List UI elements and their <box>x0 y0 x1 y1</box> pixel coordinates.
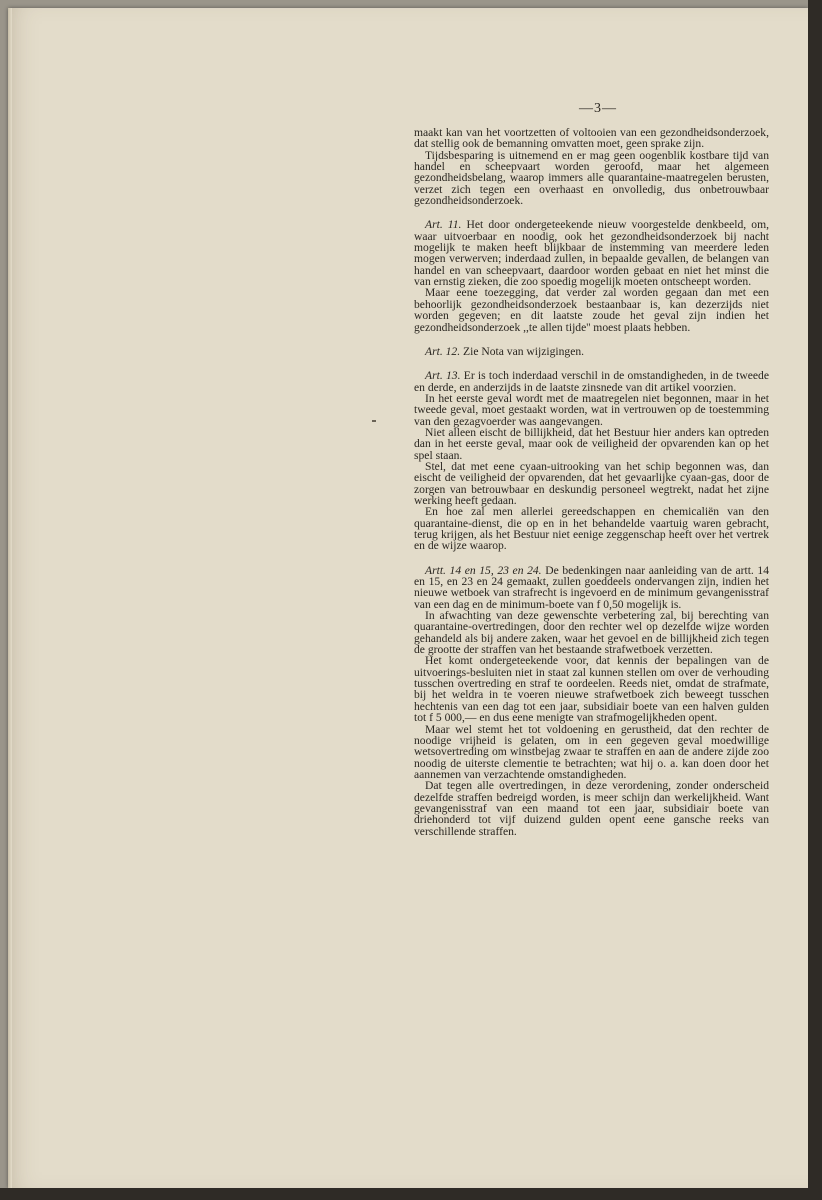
paragraph: Stel, dat met eene cyaan-uitrooking van het schip begonnen was, dan eischt de veiligheid der opvarenden, dat het gevaarlijke cyaan-gas, door de zorgen van betrouwbaar en deskundig personeel wegtrekt, nadat het zijne werking heeft gedaan. <box>414 459 769 507</box>
article-label: Art. 13. <box>425 369 461 383</box>
page-fold-shadow <box>8 8 12 1188</box>
paragraph: Tijdsbesparing is uitnemend en er mag geen oogenblik kostbare tijd van handel en scheepvaart worden geroofd, maar het algemeen gezondheidsbelang, waarop immers alle quarantaine-maatregelen berusten, verzet zich tegen een overhaast en onvolledig, dus onbetrouwbaar gezondheidsonderzoek. <box>414 148 769 208</box>
page-number: —3— <box>579 101 617 116</box>
article-label: Art. 12. <box>425 344 461 358</box>
paragraph-text: Het door ondergeteekende nieuw voorgestelde denkbeeld, om, waar uitvoerbaar en noodig, ook het gezondheidsonderzoek bij nacht mogelijk te maken heeft blijkbaar de instemming van meerdere leden mogen verwerven; inderdaad zullen, in bepaalde gevallen, de belangen van handel en van scheepvaart, daardoor worden gebaat en niet het minst die van ernstig zieken, die zoo spoedig mogelijk moeten ontscheept worden. <box>414 218 769 289</box>
paragraph: Het komt ondergeteekende voor, dat kennis der bepalingen van de uitvoerings-besluiten niet in staat zal kunnen stellen om over de verhouding tusschen overtreding en straf te oordeelen. Reeds niet, omdat de strafmate, bij het weldra in te voeren nieuwe strafwetboek zich beweegt tusschen hechtenis van een dag tot een jaar, subsidiair boete van een halven gulden tot f 5 000,— en dus eene menigte van strafmogelijkheden opent. <box>414 654 769 725</box>
article-label: Artt. 14 en 15, 23 en 24. <box>425 563 542 577</box>
paragraph-text: De bedenkingen naar aanleiding van de artt. 14 en 15, en 23 en 24 gemaakt, zullen goeddeels ondervangen zijn, indien het nieuwe wetboek van strafrecht is ingevoerd en de minimum gevangenisstraf van een dag en de minimum-boete van f 0,50 mogelijk is. <box>414 563 770 611</box>
paragraph: Dat tegen alle overtredingen, in deze verordening, zonder onderscheid dezelfde straffen bedreigd worden, is meer schijn dan werkelijkheid. Want gevangenisstraf van een maand tot een jaar, subsidiair boete van driehonderd tot vijf duizend gulden opent eene gansche reeks van verschillende straffen. <box>414 779 769 838</box>
paragraph: maakt kan van het voortzetten of voltooien van een gezondheidsonderzoek, dat stellig ook de bemanning omvatten moet, geen sprake zijn. <box>414 126 769 151</box>
paragraph: Niet alleen eischt de billijkheid, dat het Bestuur hier anders kan optreden dan in het eerste geval, maar ook de veiligheid der opvarenden kan op het spel staan. <box>414 425 769 462</box>
article-paragraph <box>414 370 769 393</box>
paragraph-text: Er is toch inderdaad verschil in de omstandigheden, in de tweede en derde, en anderzijds in de laatste zinsnede van dit artikel voorzien. <box>414 369 769 394</box>
article-label: Art. 11. <box>425 218 462 232</box>
paragraph: Maar wel stemt het tot voldoening en gerustheid, dat den rechter de noodige vrijheid is gelaten, om in een gegeven geval moedwillige wetsovertreding om winstbejag zwaar te straffen en aan de andere zijde zoo noodig de uiterste clementie te betrachten; wat hij o. a. kan doen door het aannemen van verzachtende omstandigheden. <box>414 722 769 781</box>
paragraph: Maar eene toezegging, dat verder zal worden gegaan dan met een behoorlijk gezondheidsonderzoek bestaanbaar is, kan dezerzijds niet worden gegeven; en dit laatste zoude het geval zijn indien het gezondheidsonderzoek ,,te allen tijde'' moest plaats hebben. <box>414 286 769 334</box>
paragraph: In het eerste geval wordt met de maatregelen niet begonnen, maar in het tweede geval, moet gestaakt worden, wat in vertrouwen op de toestemming van den gezagvoerder was aangevangen. <box>414 391 769 428</box>
scan-border-bottom <box>0 1188 822 1200</box>
paragraph: In afwachting van deze gewenschte verbetering zal, bij berechting van quarantaine-overtredingen, door den rechter wel op dezelfde wijze worden gehandeld als bij andere zaken, waar het gevoel en de billijkheid zich tegen de grootte der straffen van het bestaande strafwetboek verzetten. <box>414 609 769 657</box>
article-paragraph <box>414 565 769 610</box>
scan-border-right <box>808 0 822 1200</box>
margin-mark <box>372 420 376 422</box>
article-paragraph <box>414 346 769 357</box>
article-paragraph <box>414 219 769 287</box>
body-text <box>414 127 769 837</box>
paragraph: En hoe zal men allerlei gereedschappen en chemicaliën van den quarantaine-dienst, die op en in het behandelde vaartuig waren gebracht, terug krijgen, als het Bestuur niet eenige zeggenschap heeft over het vertrek en de wijze waarop. <box>414 505 769 553</box>
paragraph-text: Zie Nota van wijzigingen. <box>463 344 585 358</box>
